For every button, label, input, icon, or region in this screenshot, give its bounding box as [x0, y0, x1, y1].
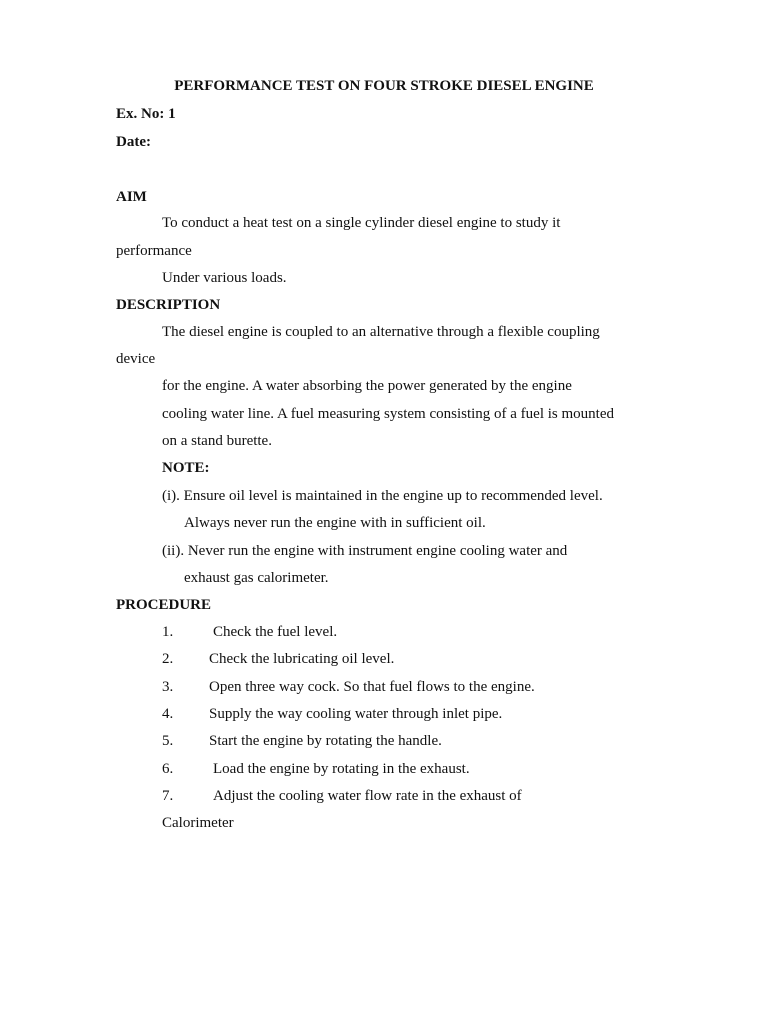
note-heading: NOTE:: [162, 460, 210, 476]
procedure-step-number: 5.: [162, 733, 174, 749]
description-line-1: The diesel engine is coupled to an alternative through a flexible coupling: [162, 324, 600, 340]
procedure-step-text: Adjust the cooling water flow rate in the exhaust of: [213, 788, 522, 804]
date-label: Date:: [116, 134, 151, 150]
note-line-4: exhaust gas calorimeter.: [184, 570, 329, 586]
description-line-3: for the engine. A water absorbing the power generated by the engine: [162, 378, 572, 394]
aim-line-2: performance: [116, 243, 192, 259]
procedure-step-text: Supply the way cooling water through inlet pipe.: [209, 706, 503, 722]
description-heading: DESCRIPTION: [116, 297, 221, 313]
aim-line-1: To conduct a heat test on a single cylinder diesel engine to study it: [162, 215, 561, 231]
note-line-2: Always never run the engine with in sufficient oil.: [184, 515, 486, 531]
exercise-number: Ex. No: 1: [116, 106, 176, 122]
procedure-step-text: Check the lubricating oil level.: [209, 651, 395, 667]
procedure-step-number: 3.: [162, 679, 174, 695]
procedure-step-text: Open three way cock. So that fuel flows to the engine.: [209, 679, 535, 695]
description-line-4: cooling water line. A fuel measuring system consisting of a fuel is mounted: [162, 406, 614, 422]
note-line-3: (ii). Never run the engine with instrument engine cooling water and: [162, 543, 568, 559]
procedure-step-number: 4.: [162, 706, 174, 722]
note-line-1: (i). Ensure oil level is maintained in the engine up to recommended level.: [162, 488, 603, 504]
description-line-2: device: [116, 351, 156, 367]
procedure-heading: PROCEDURE: [116, 597, 212, 613]
procedure-step-text: Check the fuel level.: [213, 624, 338, 640]
document-title: PERFORMANCE TEST ON FOUR STROKE DIESEL ENGINE: [174, 78, 594, 94]
procedure-step-text: Load the engine by rotating in the exhaust.: [213, 761, 470, 777]
procedure-step-text: Start the engine by rotating the handle.: [209, 733, 442, 749]
procedure-continuation: Calorimeter: [162, 815, 234, 831]
aim-line-3: Under various loads.: [162, 270, 287, 286]
aim-heading: AIM: [116, 189, 147, 205]
description-line-5: on a stand burette.: [162, 433, 272, 449]
procedure-step-number: 1.: [162, 624, 174, 640]
procedure-step-number: 2.: [162, 651, 174, 667]
procedure-step-number: 6.: [162, 761, 174, 777]
procedure-step-number: 7.: [162, 788, 174, 804]
